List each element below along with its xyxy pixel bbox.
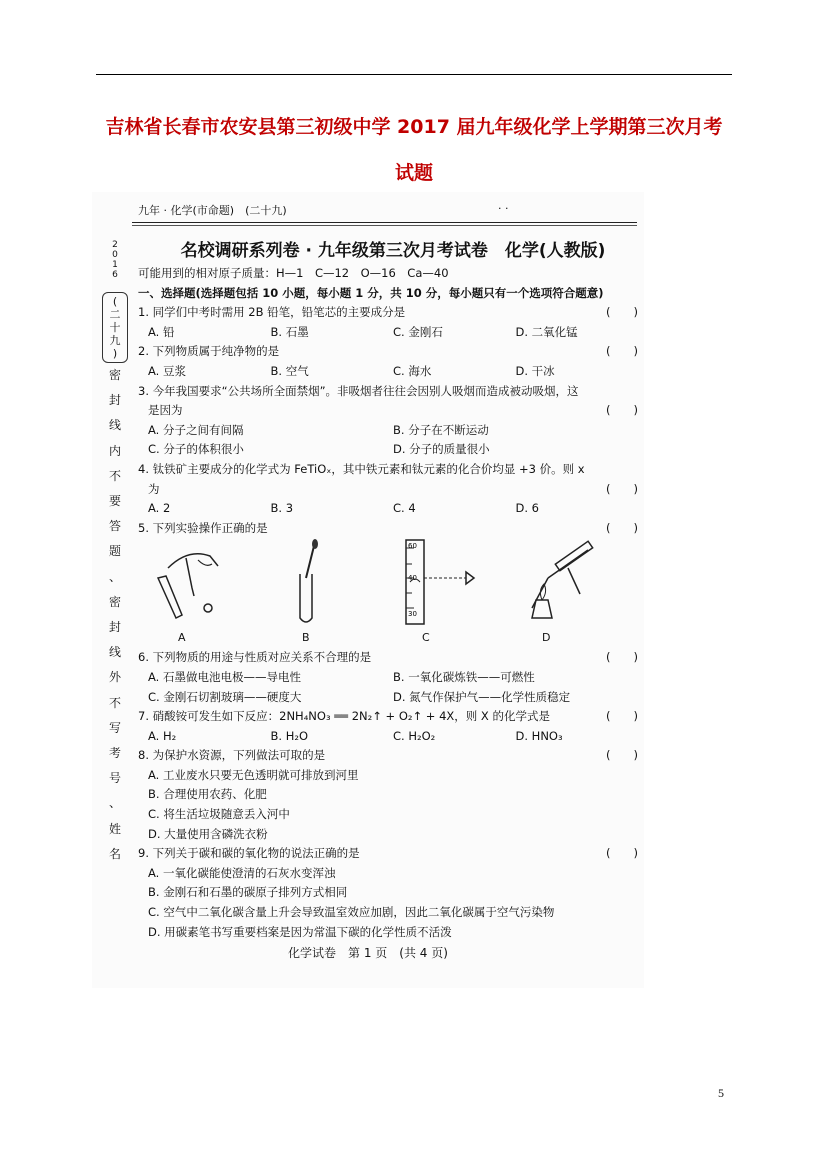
question-1: 1. 同学们中考时需用 2B 铅笔，铅笔芯的主要成分是 ( )	[138, 303, 638, 323]
figure-label-a: A	[178, 631, 186, 645]
atomic-masses: 可能用到的相对原子质量：H—1 C—12 O—16 Ca—40	[138, 266, 449, 280]
answer-blank: ( )	[606, 403, 638, 418]
question-6-options-cd: C. 金刚石切割玻璃——硬度大 D. 氮气作保护气——化学性质稳定	[148, 689, 571, 704]
page-number: 5	[718, 1086, 724, 1100]
top-rule	[96, 74, 732, 75]
question-3-options-ab: A. 分子之间有间隔 B. 分子在不断运动	[148, 422, 489, 437]
question-2: 2. 下列物质属于纯净物的是 ( )	[138, 342, 638, 362]
question-5: 5. 下列实验操作正确的是 ( )	[138, 519, 638, 539]
exam-header-left: 九年 · 化学(市命题) (二十九)	[138, 204, 287, 217]
question-4: 4. 钛铁矿主要成分的化学式为 FeTiOₓ，其中铁元素和钛元素的化合价均显 +3 价。则 x	[138, 461, 585, 476]
question-4-options: A. 2 B. 3 C. 4 D. 6	[148, 501, 539, 516]
exam-footer: 化学试卷 第 1 页 (共 4 页)	[288, 946, 448, 960]
question-3-cont: 是因为 ( )	[138, 401, 638, 421]
side-volume: ( 二 十 九 )	[102, 292, 128, 363]
question-9-option-d: D. 用碳素笔书写重要档案是因为常温下碳的化学性质不活泼	[148, 924, 452, 939]
question-9-option-c: C. 空气中二氧化碳含量上升会导致温室效应加剧，因此二氧化碳属于空气污染物	[148, 905, 555, 920]
question-2-options: A. 豆浆 B. 空气 C. 海水 D. 干冰	[148, 363, 555, 378]
question-8-option-a: A. 工业废水只要无色透明就可排放到河里	[148, 767, 359, 782]
question-5-figures	[138, 538, 638, 648]
answer-blank: ( )	[606, 709, 638, 724]
figure-b-test-tube-icon	[288, 538, 328, 626]
question-3: 3. 今年我国要求“公共场所全面禁烟”。非吸烟者往往会因别人吸烟而造成被动吸烟，这	[138, 383, 579, 398]
question-8: 8. 为保护水资源，下列做法可取的是 ( )	[138, 746, 638, 766]
cylinder-tick-40: 40	[408, 574, 417, 583]
question-8-option-d: D. 大量使用含磷洗衣粉	[148, 826, 268, 841]
answer-blank: ( )	[606, 748, 638, 763]
document-title-line2: 试题	[394, 162, 433, 184]
answer-blank: ( )	[606, 305, 638, 320]
side-year: 2 0 1 6	[112, 240, 118, 280]
question-4-cont: 为 ( )	[138, 480, 638, 500]
question-6: 6. 下列物质的用途与性质对应关系不合理的是 ( )	[138, 648, 638, 668]
question-7-options: A. H₂ B. H₂O C. H₂O₂ D. HNO₃	[148, 728, 563, 743]
figure-a-dropper-icon	[148, 538, 228, 626]
figure-label-d: D	[542, 631, 551, 645]
question-9-option-b: B. 金刚石和石墨的碳原子排列方式相同	[148, 885, 348, 900]
header-rule	[132, 222, 637, 223]
figure-c-graduated-cylinder-icon	[396, 538, 486, 626]
document-title	[96, 104, 732, 196]
question-7: 7. 硝酸铵可发生如下反应：2NH₄NO₃ ══ 2N₂↑ + O₂↑ + 4X，则 X 的化学式是 ( )	[138, 707, 638, 727]
exam-header	[138, 202, 628, 218]
cylinder-tick-60: 60	[408, 542, 417, 551]
answer-blank: ( )	[606, 520, 638, 535]
question-6-options-ab: A. 石墨做电池电极——导电性 B. 一氧化碳炼铁——可燃性	[148, 669, 535, 684]
paper-title: 名校调研系列卷 · 九年级第三次月考试卷 化学(人教版)	[180, 241, 606, 261]
answer-blank: ( )	[606, 846, 638, 861]
cylinder-tick-30: 30	[408, 610, 417, 619]
answer-blank: ( )	[606, 344, 638, 359]
answer-blank: ( )	[606, 481, 638, 496]
question-9: 9. 下列关于碳和碳的氧化物的说法正确的是 ( )	[138, 844, 638, 864]
question-1-options: A. 铅 B. 石墨 C. 金刚石 D. 二氧化锰	[148, 324, 578, 339]
figure-label-b: B	[302, 631, 310, 645]
header-rule-2	[132, 225, 637, 226]
figure-label-c: C	[422, 631, 430, 645]
question-9-option-a: A. 一氧化碳能使澄清的石灰水变浑浊	[148, 865, 336, 880]
exam-header-dots: · ·	[498, 202, 509, 215]
question-8-option-c: C. 将生活垃圾随意丢入河中	[148, 807, 290, 822]
answer-blank: ( )	[606, 650, 638, 665]
question-3-options-cd: C. 分子的体积很小 D. 分子的质量很小	[148, 442, 490, 457]
figure-d-heating-icon	[518, 538, 608, 626]
side-seal-text: 密 封 线 内 不 要 答 题 、 密 封 线 外 不 写 考 号 、 姓 名	[108, 368, 121, 861]
question-8-option-b: B. 合理使用农药、化肥	[148, 787, 267, 802]
scanned-exam-page	[92, 192, 644, 988]
binding-margin	[102, 240, 128, 867]
exam-body	[138, 238, 638, 942]
section-heading: 一、选择题(选择题包括 10 小题，每小题 1 分，共 10 分，每小题只有一个选项符合题意)	[138, 285, 604, 300]
document-title-line1: 吉林省长春市农安县第三初级中学 2017 届九年级化学上学期第三次月考	[105, 116, 723, 138]
